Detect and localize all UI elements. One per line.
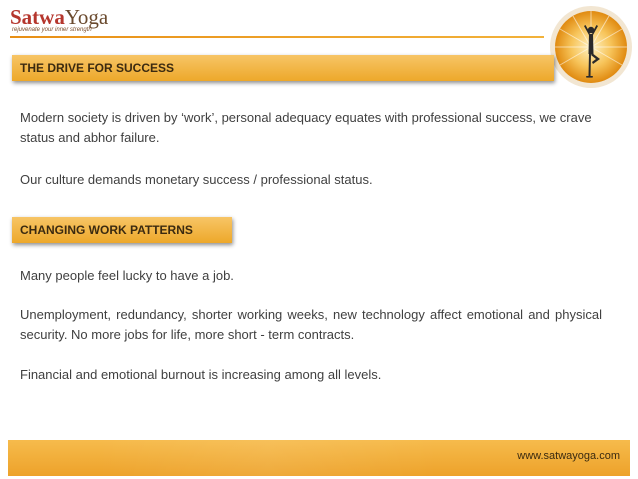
- satwa-yoga-logo: [10, 6, 140, 34]
- logo-tagline: rejuvenate your inner strength: [12, 27, 92, 33]
- footer-bar: [8, 440, 630, 476]
- paragraph-unemployment: Unemployment, redundancy, shorter working weeks, new technology affect emotional and physical security. No more jobs for life, more short - term contracts.: [20, 307, 602, 342]
- logo-yoga-text: Yoga: [64, 5, 109, 29]
- paragraph-modern-society: Modern society is driven by ‘work’, personal adequacy equates with professional success, we crave status and abhor failure.: [20, 110, 592, 145]
- header-rule: [10, 36, 544, 38]
- footer-highlight: [98, 440, 438, 476]
- logo-satwa-text: Satwa: [10, 5, 65, 29]
- paragraph-culture-demands: Our culture demands monetary success / professional status.: [20, 172, 373, 187]
- section-heading-drive-for-success: THE DRIVE FOR SUCCESS: [12, 55, 554, 81]
- logo-wordmark: [10, 6, 108, 28]
- yoga-pose-sunburst-icon: [548, 4, 634, 90]
- paragraph-burnout: Financial and emotional burnout is increasing among all levels.: [20, 367, 382, 382]
- footer-website-link[interactable]: www.satwayoga.com: [517, 450, 620, 462]
- paragraph-lucky-job: Many people feel lucky to have a job.: [20, 268, 234, 283]
- section-heading-changing-work-patterns: CHANGING WORK PATTERNS: [12, 217, 232, 243]
